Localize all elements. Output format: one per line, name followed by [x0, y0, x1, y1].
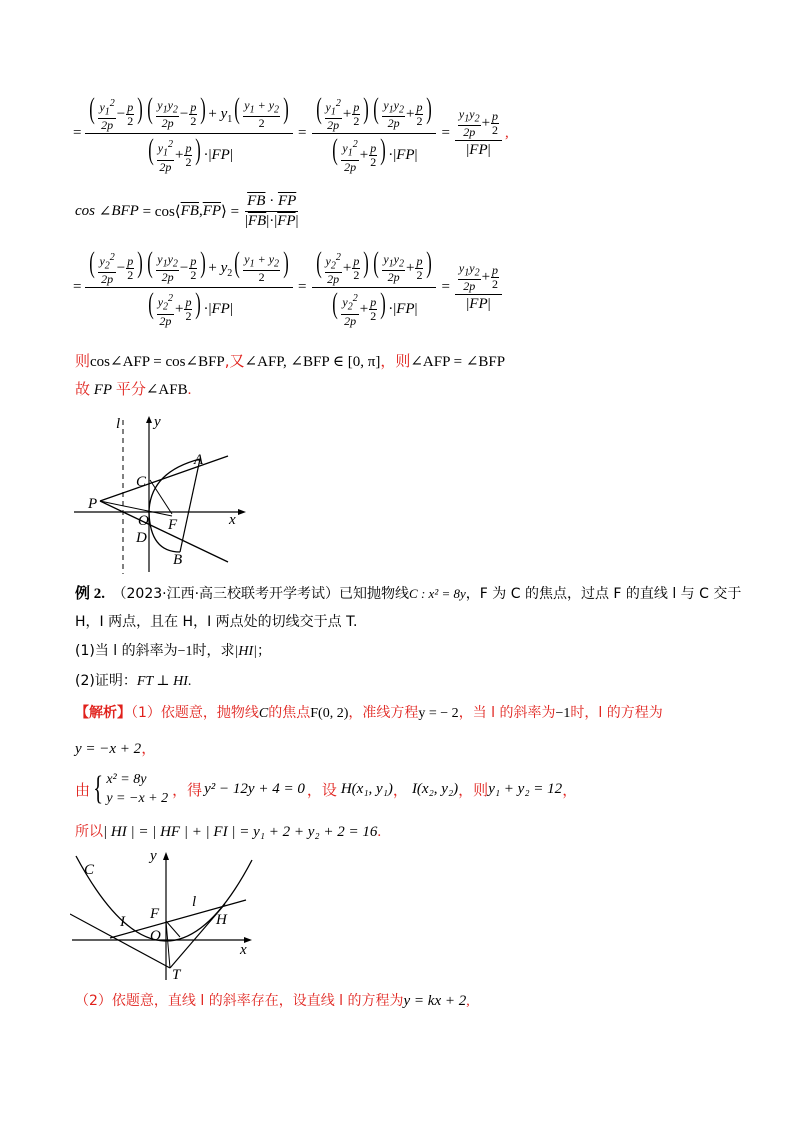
segment-ft: [166, 921, 170, 968]
parabola-equation: C : x² = 8y: [409, 586, 466, 601]
label-f: F: [168, 517, 178, 533]
solution-text-2: 的焦点: [268, 705, 311, 721]
point-i: I(x₂, y₂): [411, 780, 459, 797]
text-you: ,又: [224, 352, 245, 370]
label-c: C: [84, 862, 95, 878]
fraction-1a: ( $\frac{y_1^2}{2p}$ − $\frac{p}{2}$ ) ( $\frac{y_1y_2}{2p}$ − $\frac{p}{2}$ ) + $y_1$( $\frac{y_1 + y_2}{2}$ ) ( $\frac{y_1^2}{2p}$ + $\frac{p}{2}$ ) ·|FP|: [85, 94, 293, 174]
parabola-c: [76, 856, 252, 941]
text-ze: 则: [75, 352, 91, 370]
q1-slope: −1: [177, 644, 193, 659]
q1-text-2: 时，求: [192, 643, 235, 659]
fraction-1b: ( $\frac{y_1^2}{2p}$ + $\frac{p}{2}$ ) ( $\frac{y_1y_2}{2p}$ + $\frac{p}{2}$ ) ( $\frac{y_1^2}{2p}$ + $\frac{p}{2}$ ) ·|FP|: [312, 94, 437, 174]
label-x: x: [229, 512, 236, 528]
figure-1-parabola-diagram: [70, 412, 250, 574]
segment-fp: FP: [93, 382, 113, 398]
comma: ,: [505, 125, 509, 142]
figure-2-parabola-diagram: [70, 842, 260, 982]
example-title: 例 2.: [75, 586, 106, 602]
solution-line-1: [75, 702, 663, 722]
label-o: O: [138, 513, 149, 529]
var-c: C: [258, 706, 269, 721]
label-o: O: [150, 928, 161, 944]
angle-range: ∠AFP, ∠BFP ∈ [0, π]: [244, 354, 381, 370]
period: .: [377, 824, 382, 840]
cos-equality: cos∠AFP = cos∠BFP: [90, 354, 225, 370]
segment-pf: [100, 501, 172, 516]
label-f: F: [150, 906, 160, 922]
y-axis-arrow: [146, 416, 152, 423]
text-she: ，设: [306, 780, 337, 799]
label-y: y: [150, 848, 157, 864]
question-1: [75, 640, 271, 660]
parabola-curve: [149, 459, 200, 552]
chord-ab: [180, 459, 200, 552]
fraction-2c: $\frac{y_1y_2}{2p}$ + $\frac{p}{2}$ |FP|: [455, 262, 502, 313]
equation-row-2: = ( $\frac{y_2^2}{2p}$ − $\frac{p}{2}$ ) ( $\frac{y_1y_2}{2p}$ − $\frac{p}{2}$ ) + $y_2$( $\frac{y_1 + y_2}{2}$ ) ( $\frac{y_2^2}{2p}$ + $\frac{p}{2}$ ) ·|FP| = ( $\frac{y_2^2}{2p}$ + $\frac{p}{2}$ ) ( $\frac{y_1y_2}{2p}$ + $\frac{p}{2}$ ) ( $\frac{y_2^2}{2p}$ + $\frac{p}{2}$ ) ·|FP| = $\frac{y_1y_2}{2p}$ + $\frac{p}{2}$ |FP|: [73, 248, 502, 328]
comma: ，: [392, 782, 408, 799]
example-statement-cont: ，F 为 C 的焦点，过点 F 的直线 l 与 C 交于: [465, 586, 742, 602]
period: .: [187, 382, 192, 398]
conclusion-line-2: [75, 378, 191, 399]
focus-point: F(0, 2): [310, 706, 349, 721]
label-y: y: [154, 414, 161, 430]
tangent-line-pb: [100, 501, 228, 562]
solution-line-3: 由 { x² = 8y y = −x + 2 ，得 y² − 12y + 4 = 0 ，设 H(x₁, y₁) ， I(x₂, y₂) ，则 y₁ + y₂ = 12 ，: [75, 770, 578, 807]
label-x: x: [240, 942, 247, 958]
system-eq-2: y = −x + 2: [106, 791, 169, 806]
q2-text: (2)证明：: [75, 673, 137, 689]
text-you: 由: [75, 780, 91, 799]
example-2-line-1: [75, 582, 741, 603]
solution-text-4: ，当 l 的斜率为: [458, 705, 556, 721]
quadratic-eq: y² − 12y + 4 = 0: [204, 780, 305, 797]
q2-period: .: [187, 674, 192, 689]
cos-fraction: $\frac{\overline{FB} \cdot \overline{FP}}{|\overline{FB}|\cdot|\overline{FP}|}$: [244, 193, 299, 229]
example-2-line-2: H，I 两点，且在 H，I 两点处的切线交于点 T.: [75, 614, 358, 630]
text-de: ，得: [172, 780, 203, 799]
equals-sign: =: [73, 125, 82, 142]
directrix-eq: y = − 2: [418, 706, 459, 721]
x-axis-arrow: [238, 509, 246, 515]
label-i: I: [120, 914, 125, 930]
label-l: l: [192, 894, 197, 910]
system-eq-1: x² = 8y: [106, 772, 147, 787]
q1-semicolon: ；: [257, 643, 272, 659]
angle-equality: ∠AFP = ∠BFP: [410, 354, 506, 370]
q2-claim: FT ⊥ HI: [136, 674, 188, 689]
solution-line-2: [75, 737, 156, 758]
label-h: H: [216, 912, 227, 928]
fraction-2a: ( $\frac{y_2^2}{2p}$ − $\frac{p}{2}$ ) ( $\frac{y_1y_2}{2p}$ − $\frac{p}{2}$ ) + $y_2$( $\frac{y_1 + y_2}{2}$ ) ( $\frac{y_2^2}{2p}$ + $\frac{p}{2}$ ) ·|FP|: [85, 248, 293, 328]
length-result: | HI | = | HF | + | FI | = y₁ + 2 + y₂ + 2 = 16: [103, 824, 378, 840]
label-p: P: [88, 496, 98, 512]
cos-bfp-line: cos ∠ BFP = cos⟨ $\overline{FB}$ , $\overline{FP}$ ⟩ = $\frac{\overline{FB} \cdot \overline{FP}}{|\overline{FB}|\cdot|\overline{FP}|}$: [75, 193, 299, 229]
segment-f-detail: [166, 921, 180, 937]
label-c: C: [136, 474, 147, 490]
equation-system: [106, 770, 168, 808]
text-gu: 故: [75, 380, 91, 398]
label-t: T: [172, 967, 181, 982]
solution-text-3: ，准线方程: [348, 705, 419, 721]
q1-hi: |HI|: [234, 644, 258, 659]
tangent-line-pa: [100, 456, 228, 501]
solution-text-1: （1）依题意，抛物线: [131, 705, 259, 721]
label-a: A: [194, 452, 204, 468]
part-2-text: （2）依题意，直线 l 的斜率存在，设直线 l 的方程为: [75, 993, 404, 1009]
conclusion-line-1: [75, 350, 505, 371]
equals-sign: =: [73, 279, 82, 296]
question-2: [75, 670, 191, 690]
label-d: D: [136, 530, 147, 546]
text-ze: ，则: [458, 780, 489, 799]
angle-afb: ∠AFB: [145, 382, 188, 398]
line-equation: y = −x + 2: [75, 741, 142, 757]
text-suoyi: 所以: [75, 824, 103, 840]
comma: ,: [466, 994, 470, 1009]
solution-text-5: 时，l 的方程为: [570, 705, 663, 721]
general-line-eq: y = kx + 2: [403, 993, 467, 1009]
fraction-2b: ( $\frac{y_2^2}{2p}$ + $\frac{p}{2}$ ) ( $\frac{y_1y_2}{2p}$ + $\frac{p}{2}$ ) ( $\frac{y_2^2}{2p}$ + $\frac{p}{2}$ ) ·|FP|: [312, 248, 437, 328]
solution-line-4: [75, 821, 381, 841]
slope-value: −1: [555, 706, 571, 721]
solution-part-2: [75, 990, 470, 1010]
solution-heading: 【解析】: [75, 705, 131, 721]
example-source: （2023·江西·高三校联考开学考试）已知抛物线: [112, 586, 410, 602]
comma: ，: [562, 782, 578, 799]
label-l: l: [116, 416, 121, 432]
q1-text: (1)当 l 的斜率为: [75, 643, 178, 659]
segment-cf: [150, 480, 172, 514]
y-axis-arrow: [163, 852, 169, 860]
text-bisects: 平分: [115, 380, 146, 398]
fraction-1c: $\frac{y_1y_2}{2p}$ + $\frac{p}{2}$ |FP|: [455, 108, 502, 159]
point-h: H(x₁, y₁): [340, 780, 393, 797]
comma: ，: [141, 741, 157, 757]
equation-row-1: = ( $\frac{y_1^2}{2p}$ − $\frac{p}{2}$ ) ( $\frac{y_1y_2}{2p}$ − $\frac{p}{2}$ ) + $y_1$( $\frac{y_1 + y_2}{2}$ ) ( $\frac{y_1^2}{2p}$ + $\frac{p}{2}$ ) ·|FP| = ( $\frac{y_1^2}{2p}$ + $\frac{p}{2}$ ) ( $\frac{y_1y_2}{2p}$ + $\frac{p}{2}$ ) ( $\frac{y_1^2}{2p}$ + $\frac{p}{2}$ ) ·|FP| = $\frac{y_1y_2}{2p}$ + $\frac{p}{2}$ |FP| ,: [73, 92, 509, 174]
sum-eq: y₁ + y₂ = 12: [488, 780, 563, 797]
text-ze2: ，则: [380, 352, 411, 370]
label-b: B: [173, 552, 183, 568]
